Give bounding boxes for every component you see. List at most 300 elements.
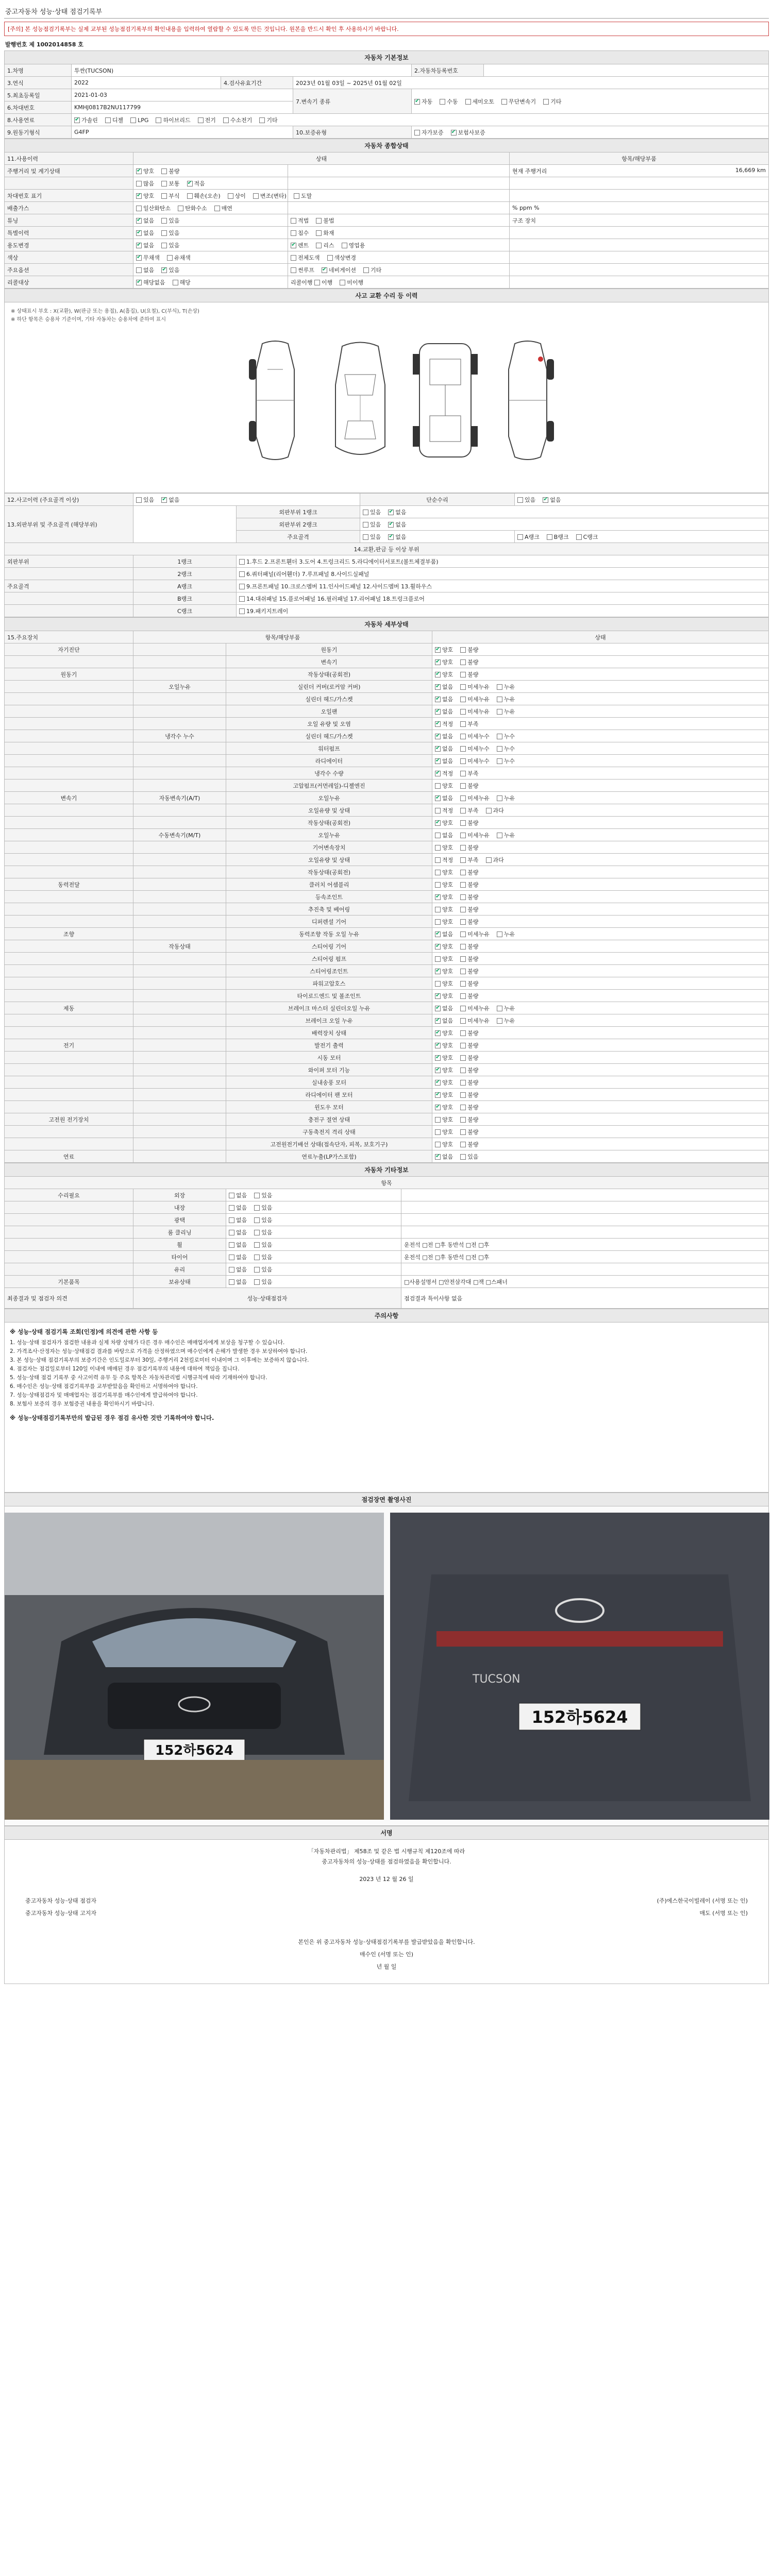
overall-label: 주행거리 및 계기상태 xyxy=(5,165,133,177)
detail-group xyxy=(5,1076,133,1089)
option-label: 불량 xyxy=(467,943,479,950)
option-label: 색상변경 xyxy=(334,254,357,261)
detail-row xyxy=(5,953,769,965)
option-label: 양호 xyxy=(442,943,453,950)
signature-area xyxy=(4,1840,769,1984)
option-0 xyxy=(229,1217,247,1224)
option-0 xyxy=(435,696,453,703)
option-1 xyxy=(460,882,478,888)
option-label: 적음 xyxy=(194,180,205,187)
sign-line-1: 「자동차관리법」 제58조 및 같은 법 시행규칙 제120조에 따라 xyxy=(308,1848,465,1855)
option-label: 불량 xyxy=(467,1116,479,1123)
option-0 xyxy=(414,98,432,105)
detail-options xyxy=(432,1101,769,1113)
checkbox-icon xyxy=(105,117,111,123)
checkbox-icon xyxy=(161,267,167,273)
option-0 xyxy=(229,1205,247,1211)
opinion-item: 성능·상태점검자 xyxy=(133,1288,401,1309)
checkbox-icon xyxy=(435,647,441,653)
detail-item: 연료누출(LP가스포함) xyxy=(226,1150,432,1163)
checkbox-icon xyxy=(543,99,549,105)
checkbox-icon xyxy=(136,280,142,285)
option-1 xyxy=(460,906,478,913)
extra-row xyxy=(5,1214,769,1226)
detail-group xyxy=(5,1052,133,1064)
option-1 xyxy=(327,255,357,261)
checkbox-icon xyxy=(229,1279,234,1285)
option-label: 불량 xyxy=(467,1079,479,1086)
checkbox-icon xyxy=(497,931,502,937)
option-label: 불량 xyxy=(467,646,479,653)
checkbox-icon xyxy=(460,820,466,826)
option-0 xyxy=(435,1129,453,1136)
overall-row xyxy=(5,264,769,276)
checkbox-icon xyxy=(435,795,441,801)
checkbox-icon xyxy=(161,168,167,174)
checkbox-icon xyxy=(460,684,466,690)
detail-row xyxy=(5,668,769,681)
overall-options xyxy=(133,227,288,239)
car-side-right-icon xyxy=(499,338,556,462)
detail-options xyxy=(432,1027,769,1039)
option-label: 전기 xyxy=(205,116,216,124)
detail-sub xyxy=(133,1113,226,1126)
checkbox-icon xyxy=(435,894,441,900)
option-label: 없음 xyxy=(442,832,453,839)
overall-mid xyxy=(288,251,510,264)
option-label: 있음 xyxy=(261,1253,273,1261)
parts-row xyxy=(5,580,769,592)
option-0 xyxy=(435,993,453,999)
checkbox-icon xyxy=(435,969,441,974)
checkbox-icon xyxy=(178,206,183,211)
option-0 xyxy=(363,534,381,540)
overall-label: 배출가스 xyxy=(5,202,133,214)
option-label: 하이브리드 xyxy=(163,116,191,124)
detail-options xyxy=(432,829,769,841)
option-1 xyxy=(460,1042,478,1049)
detail-sub xyxy=(133,767,226,779)
notes-heading-2: ※ 성능·상태점검기록부만의 발급된 경우 점검 유사한 것만 기록하여야 합니다. xyxy=(10,1414,214,1421)
option-label: 불법 xyxy=(323,217,334,224)
detail-row xyxy=(5,1101,769,1113)
detail-group xyxy=(5,767,133,779)
overall-row xyxy=(5,202,769,214)
detail-options xyxy=(432,1039,769,1052)
option-1 xyxy=(105,117,123,124)
checkbox-icon xyxy=(501,99,507,105)
detail-options xyxy=(432,1052,769,1064)
option-1 xyxy=(178,205,207,212)
detail-group xyxy=(5,1138,133,1150)
extra-row xyxy=(5,1189,769,1201)
detail-item: 브레이크 오일 누유 xyxy=(226,1014,432,1027)
detail-item: 시동 모터 xyxy=(226,1052,432,1064)
detail-options xyxy=(432,841,769,854)
option-1 xyxy=(460,1092,478,1098)
checkbox-icon xyxy=(460,969,466,974)
option-0 xyxy=(435,1079,453,1086)
option-label: 미이행 xyxy=(347,279,364,286)
checkbox-icon xyxy=(363,510,368,515)
detail-item: 오일유량 및 상태 xyxy=(226,804,432,817)
extra-row xyxy=(5,1201,769,1214)
parts-items xyxy=(237,580,769,592)
overall-mid xyxy=(288,202,510,214)
overall-right xyxy=(510,239,769,251)
checkbox-icon xyxy=(460,1105,466,1110)
overall-mid xyxy=(288,190,510,202)
overall-row xyxy=(5,214,769,227)
option-label: 있음 xyxy=(370,509,381,516)
checkbox-icon xyxy=(254,1255,260,1260)
checkbox-icon xyxy=(254,1242,260,1248)
detail-sub xyxy=(133,854,226,866)
option-2 xyxy=(497,758,515,765)
detail-group xyxy=(5,829,133,841)
checkbox-icon xyxy=(388,534,394,540)
option-4 xyxy=(198,117,216,124)
option-1 xyxy=(161,168,179,175)
detail-item: 라디에이터 xyxy=(226,755,432,767)
checkbox-icon xyxy=(136,230,142,236)
overall-right-value: 16,669 km xyxy=(735,166,766,174)
checkbox-icon xyxy=(136,267,142,273)
detail-options xyxy=(432,817,769,829)
option-label: 없음 xyxy=(236,1278,247,1285)
detail-row xyxy=(5,891,769,903)
checkbox-icon xyxy=(316,218,322,224)
doc-number-value: 1002014858 xyxy=(36,41,76,48)
section-photos-title: 점검장면 촬영사진 xyxy=(5,1493,769,1506)
detail-group: 변속기 xyxy=(5,792,133,804)
checkbox-icon xyxy=(291,243,296,248)
option-label: 없음 xyxy=(236,1253,247,1261)
simple-repair-options xyxy=(515,494,769,506)
detail-item: 오일팬 xyxy=(226,705,432,718)
checkbox-icon xyxy=(460,1117,466,1123)
option-1 xyxy=(460,1055,478,1061)
extra-options xyxy=(226,1214,401,1226)
detail-group xyxy=(5,705,133,718)
detail-sub xyxy=(133,977,226,990)
front-photo xyxy=(5,1513,384,1820)
detail-group: 연료 xyxy=(5,1150,133,1163)
option-label: 세미오토 xyxy=(472,98,495,105)
checkbox-icon xyxy=(363,534,368,540)
option-1 xyxy=(460,783,478,789)
option-0 xyxy=(291,230,309,236)
extra-side: 운전석 □전 □후 동반석 □전 □후 xyxy=(401,1251,769,1263)
checkbox-icon xyxy=(136,193,142,199)
option-0 xyxy=(229,1266,247,1273)
detail-sub xyxy=(133,779,226,792)
checkbox-icon xyxy=(517,534,523,540)
extra-item: 룸 클리닝 xyxy=(133,1226,226,1239)
option-label: 있음 xyxy=(143,496,155,503)
extra-group xyxy=(5,1214,133,1226)
checkbox-icon xyxy=(173,280,178,285)
option-0 xyxy=(435,1141,453,1148)
checkbox-icon xyxy=(435,659,441,665)
detail-item: 와이퍼 모터 기능 xyxy=(226,1064,432,1076)
option-label: 있음 xyxy=(169,242,180,249)
option-1 xyxy=(388,509,406,516)
extra-row xyxy=(5,1239,769,1251)
detail-sub xyxy=(133,841,226,854)
report-page xyxy=(4,4,769,1984)
transmission-options xyxy=(412,89,769,114)
option-0 xyxy=(435,1154,453,1160)
detail-options xyxy=(432,1150,769,1163)
option-label: 있음 xyxy=(261,1192,273,1199)
option-label: 전체도색 xyxy=(298,254,320,261)
checkbox-icon xyxy=(543,497,548,503)
option-0 xyxy=(435,671,453,678)
detail-item: 오일누유 xyxy=(226,829,432,841)
option-1 xyxy=(460,708,490,715)
diagram-legend-note: ※ 하단 항목은 승용차 기준이며, 기타 자동차는 승용차에 준하여 표시 xyxy=(11,317,166,323)
option-label: 자가보증 xyxy=(422,129,444,136)
option-0 xyxy=(435,931,453,938)
option-0 xyxy=(136,230,154,236)
detail-options xyxy=(432,705,769,718)
detail-group: 조향 xyxy=(5,928,133,940)
detail-options xyxy=(432,878,769,891)
option-label: 변조(변타) xyxy=(260,192,287,199)
detail-sub: 수동변속기(M/T) xyxy=(133,829,226,841)
option-label: 있음 xyxy=(261,1241,273,1248)
option-label: 불량 xyxy=(467,671,479,678)
checkbox-icon xyxy=(136,206,142,211)
option-2 xyxy=(187,180,205,187)
checkbox-icon xyxy=(460,944,466,950)
option-0 xyxy=(136,205,171,212)
overall-right xyxy=(510,214,769,227)
option-2 xyxy=(214,205,232,212)
checkbox-icon xyxy=(460,659,466,665)
option-1 xyxy=(161,180,179,187)
parts-rank: A랭크 xyxy=(133,580,237,592)
option-label: 네비게이션 xyxy=(328,266,357,274)
detail-group xyxy=(5,1014,133,1027)
option-label: 양호 xyxy=(442,1091,453,1098)
option-0 xyxy=(435,733,453,740)
option-label: 탄화수소 xyxy=(185,205,207,212)
option-1 xyxy=(254,1279,272,1285)
option-label: 유채색 xyxy=(174,254,191,261)
rank-spacer xyxy=(133,506,237,543)
detail-row xyxy=(5,990,769,1002)
option-label: 미세누유 xyxy=(467,696,490,703)
extra-side: 운전석 □전 □후 동반석 □전 □후 xyxy=(401,1239,769,1251)
sign-head-table xyxy=(4,1826,769,1840)
option-label: 부족 xyxy=(467,720,479,727)
option-0 xyxy=(229,1242,247,1248)
engine-type-value: G4FP xyxy=(72,126,293,139)
detail-sub xyxy=(133,817,226,829)
option-0 xyxy=(435,659,453,666)
option-label: 자동 xyxy=(422,98,433,105)
option-0 xyxy=(435,820,453,826)
parts-items xyxy=(237,555,769,568)
checkbox-icon xyxy=(435,931,441,937)
checkbox-icon xyxy=(460,956,466,962)
checkbox-icon xyxy=(136,243,142,248)
checkbox-icon xyxy=(316,243,322,248)
option-2 xyxy=(342,242,365,249)
label-panel-rank: 13.외판부위 및 주요골격 (해당부위) xyxy=(5,506,133,543)
checkbox-icon xyxy=(497,734,502,739)
option-1 xyxy=(460,1116,478,1123)
extra-side xyxy=(401,1214,769,1226)
overall-label: 리콜대상 xyxy=(5,276,133,289)
option-1 xyxy=(543,497,561,503)
option-1 xyxy=(460,1154,478,1160)
detail-sub xyxy=(133,965,226,977)
option-label: 불량 xyxy=(467,819,479,826)
detail-row xyxy=(5,1027,769,1039)
detail-options xyxy=(432,1014,769,1027)
document-title: 중고자동차 성능·상태 점검기록부 xyxy=(4,4,769,19)
option-1 xyxy=(460,684,490,690)
checkbox-icon xyxy=(460,1030,466,1036)
checkbox-icon xyxy=(460,882,466,888)
notes-box xyxy=(4,1323,769,1493)
opinion-text: 점검결과 특이사항 없음 xyxy=(401,1288,769,1309)
option-1 xyxy=(460,956,478,962)
checkbox-icon xyxy=(460,931,466,937)
option-0 xyxy=(435,783,453,789)
checkbox-icon xyxy=(497,1006,502,1011)
note-line: 3. 본 성능·상태 점검기록부의 보증기간은 인도일로부터 30일, 주행거리 2천킬로미터 이내이며 그 이후에는 보증하지 않습니다. xyxy=(10,1357,309,1363)
option-1 xyxy=(161,242,179,249)
option-2 xyxy=(497,745,515,752)
option-1 xyxy=(460,1141,478,1148)
option-label: 양호 xyxy=(442,1128,453,1136)
receiver-signature: 매수인 (서명 또는 인) xyxy=(359,1951,414,1958)
checkbox-icon xyxy=(460,894,466,900)
option-0 xyxy=(229,1279,247,1285)
detail-options xyxy=(432,940,769,953)
detail-group xyxy=(5,755,133,767)
option-label: C랭크 xyxy=(583,533,598,540)
detail-group: 원동기 xyxy=(5,668,133,681)
detail-sub xyxy=(133,1052,226,1064)
checkbox-icon xyxy=(435,684,441,690)
checkbox-icon xyxy=(460,795,466,801)
option-1 xyxy=(460,1129,478,1136)
note-line: 2. 가격조사·산정자는 성능·상태점검 결과를 바탕으로 가격을 산정하였으며 매수인에게 손해가 발생한 경우 보상하여야 합니다. xyxy=(10,1348,308,1354)
parts-title: 14.교환,판금 등 이상 부위 xyxy=(5,543,769,555)
extra-row xyxy=(5,1263,769,1276)
plate-value xyxy=(484,64,769,77)
option-label: 양호 xyxy=(442,1054,453,1061)
option-1 xyxy=(161,267,179,274)
option-label: 없음 xyxy=(236,1216,247,1224)
option-label: 없음 xyxy=(395,533,407,540)
option-label: 양호 xyxy=(442,869,453,876)
checkbox-icon xyxy=(460,746,466,752)
extra-head: 항목 xyxy=(5,1177,769,1189)
checkbox-icon xyxy=(161,230,167,236)
detail-row xyxy=(5,866,769,878)
detail-options xyxy=(432,730,769,742)
detail-head-system: 15.주요장치 xyxy=(5,631,133,643)
extra-item: 내장 xyxy=(133,1201,226,1214)
extra-row xyxy=(5,1251,769,1263)
checkbox-icon xyxy=(239,608,245,614)
detail-group: 제동 xyxy=(5,1002,133,1014)
option-label: 양호 xyxy=(442,819,453,826)
option-label: 있음 xyxy=(261,1216,273,1224)
checkbox-icon xyxy=(198,117,204,123)
overall-status-table xyxy=(4,139,769,289)
note-line: 6. 매수인은 성능·상태 점검기록부를 교부받았음을 확인하고 서명하여야 합니다. xyxy=(10,1383,198,1389)
checkbox-icon xyxy=(460,1142,466,1147)
option-label: 불량 xyxy=(467,968,479,975)
extra-side xyxy=(401,1201,769,1214)
detail-group xyxy=(5,841,133,854)
detail-options xyxy=(432,891,769,903)
option-0 xyxy=(414,129,444,136)
parts-items xyxy=(237,592,769,605)
detail-sub xyxy=(133,928,226,940)
option-label: 침수 xyxy=(298,229,309,236)
detail-sub xyxy=(133,1150,226,1163)
checkbox-icon xyxy=(229,1267,234,1273)
note-line: 4. 점검자는 점검일로부터 120일 이내에 매매된 경우 점검기록부의 내용에 대하여 책임을 집니다. xyxy=(10,1366,240,1372)
detail-row xyxy=(5,643,769,656)
option-label: 없음 xyxy=(236,1204,247,1211)
section-extra-title: 자동차 기타정보 xyxy=(5,1163,769,1177)
option-1 xyxy=(460,857,478,863)
checkbox-icon xyxy=(460,845,466,851)
option-label: 미세누유 xyxy=(467,1005,490,1012)
option-1 xyxy=(460,1104,478,1111)
option-0 xyxy=(517,497,535,503)
detail-group xyxy=(5,817,133,829)
option-label: 누유 xyxy=(503,1017,515,1024)
detail-options xyxy=(432,903,769,916)
option-label: 가솔린 xyxy=(81,116,98,124)
detail-group xyxy=(5,866,133,878)
parts-row xyxy=(5,555,769,568)
detail-item: 충전구 절연 상태 xyxy=(226,1113,432,1126)
option-label: 렌트 xyxy=(298,242,309,249)
option-label: 도말 xyxy=(300,192,312,199)
option-label: 적정 xyxy=(442,856,453,863)
option-0 xyxy=(435,745,453,752)
detail-sub: 오일누유 xyxy=(133,681,226,693)
checkbox-icon xyxy=(229,1255,234,1260)
option-4 xyxy=(253,193,287,199)
detail-item: 원동기 xyxy=(226,643,432,656)
checkbox-icon xyxy=(414,130,420,135)
parts-row xyxy=(5,568,769,580)
checkbox-icon xyxy=(435,1092,441,1098)
overall-right xyxy=(510,177,769,190)
option-2 xyxy=(497,733,515,740)
option-label: 영업용 xyxy=(348,242,365,249)
detail-options xyxy=(432,643,769,656)
option-label: 양호 xyxy=(442,906,453,913)
option-label: 불량 xyxy=(467,869,479,876)
checkbox-icon xyxy=(254,1205,260,1211)
detail-sub xyxy=(133,656,226,668)
detail-group xyxy=(5,681,133,693)
checkbox-icon xyxy=(435,672,441,677)
